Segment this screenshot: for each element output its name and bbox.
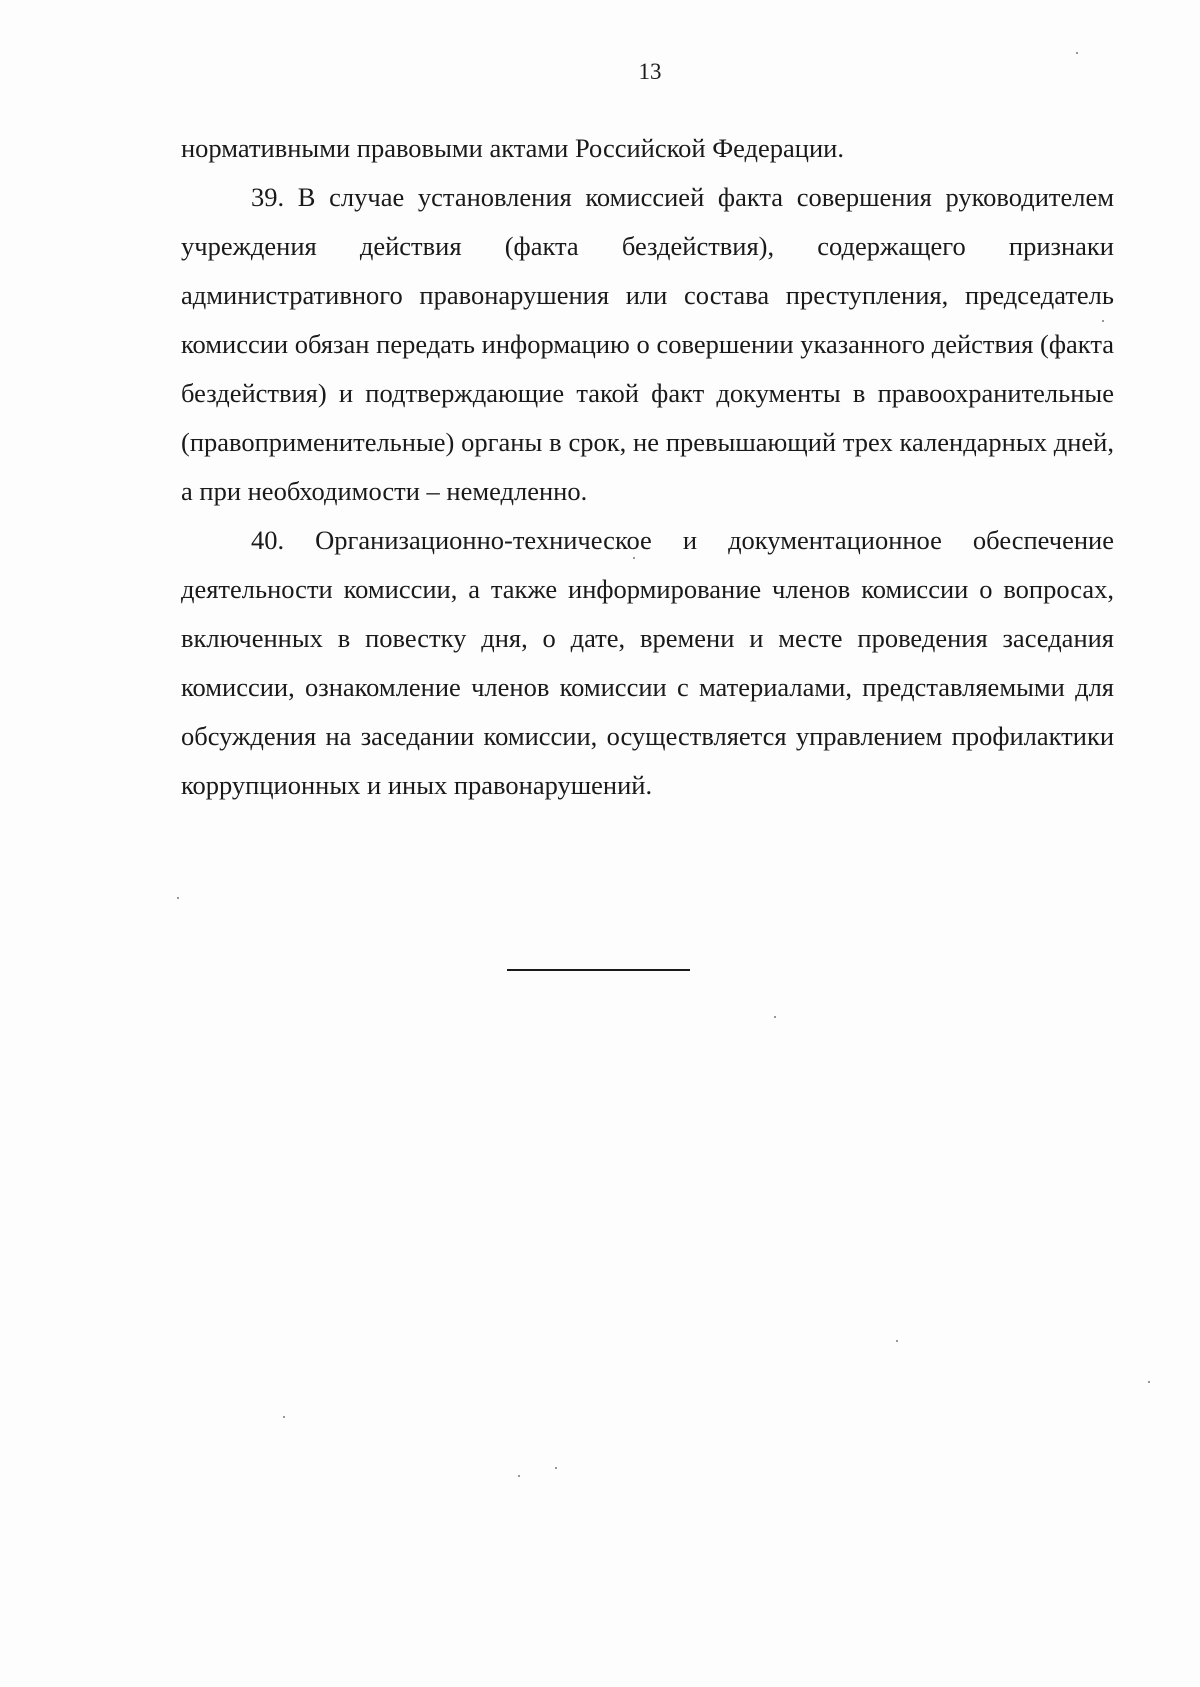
scan-speck <box>1148 1381 1150 1383</box>
scan-speck <box>518 1475 520 1477</box>
scan-speck <box>1102 320 1104 322</box>
paragraph-39: 39. В случае установления комиссией факта совершения руководителем учреждения действия (факта бездействия), содержащего признаки административного правонарушения или состава преступления, председатель комиссии обязан передать информацию о совершении указанного действия (факта бездействия) и подтверждающие такой факт документы в правоохранительные (правоприменительные) органы в срок, не превышающий трех календарных дней, а при необходимости – немедленно. <box>181 182 1114 506</box>
paragraph-continuation: нормативными правовыми актами Российской Федерации. <box>181 133 844 163</box>
scan-speck <box>774 1016 776 1018</box>
scan-speck <box>283 1416 285 1418</box>
scan-speck <box>896 1340 898 1342</box>
scan-speck <box>555 1467 557 1469</box>
scan-speck <box>177 897 179 899</box>
closing-divider-line <box>507 969 690 971</box>
paragraph-40: 40. Организационно-техническое и документационное обеспечение деятельности комиссии, а также информирование членов комиссии о вопросах, включенных в повестку дня, о дате, времени и месте проведения заседания комиссии, ознакомление членов комиссии с материалами, представляемыми для обсуждения на заседании комиссии, осуществляется управлением профилактики коррупционных и иных правонарушений. <box>181 525 1114 800</box>
scan-speck <box>1076 52 1078 54</box>
document-body <box>181 124 1114 810</box>
page-number: 13 <box>638 59 662 84</box>
scan-speck <box>633 557 635 559</box>
